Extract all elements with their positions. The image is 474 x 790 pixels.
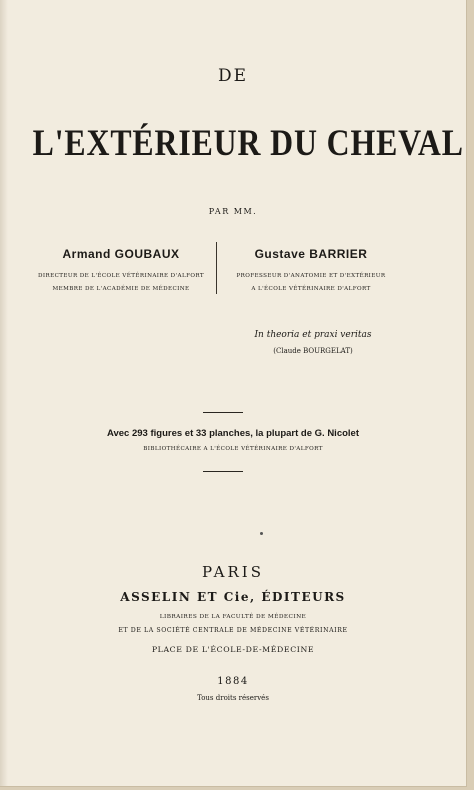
title-prefix: DE (217, 66, 249, 86)
author-role: A L'ÉCOLE VÉTÉRINAIRE D'ALFORT (251, 286, 371, 292)
rights-notice: Tous droits réservés (197, 694, 269, 702)
publication-city: PARIS (201, 563, 265, 581)
publication-year: 1884 (217, 676, 249, 687)
motto: In theoria et praxi veritas (254, 330, 372, 340)
book-title: L'EXTÉRIEUR DU CHEVAL (32, 123, 464, 164)
author-name: Armand GOUBAUX (62, 247, 180, 261)
ink-speck (260, 532, 263, 535)
author-role: MEMBRE DE L'ACADÉMIE DE MÉDECINE (52, 286, 190, 292)
illustrator-role: BIBLIOTHÉCAIRE A L'ÉCOLE VÉTÉRINAIRE D'ALFORT (143, 446, 323, 452)
author-name: Gustave BARRIER (254, 247, 368, 261)
publisher-description: ET DE LA SOCIÉTÉ CENTRALE DE MÉDECINE VÉTÉRINAIRE (118, 627, 348, 634)
spine-shadow (0, 0, 8, 786)
publisher-name: ASSELIN ET Cie, ÉDITEURS (120, 590, 346, 604)
author-divider (216, 242, 217, 294)
divider-rule (203, 412, 243, 413)
publisher-address: PLACE DE L'ÉCOLE-DE-MÉDECINE (151, 645, 315, 654)
author-role: PROFESSEUR D'ANATOMIE ET D'EXTÉRIEUR (236, 273, 386, 279)
divider-rule (203, 471, 243, 472)
motto-attribution: (Claude BOURGELAT) (273, 347, 353, 355)
publisher-description: LIBRAIRES DE LA FACULTÉ DE MÉDECINE (159, 614, 307, 620)
by-line: PAR MM. (208, 207, 258, 216)
figures-line: Avec 293 figures et 33 planches, la plupart de G. Nicolet (106, 428, 359, 439)
author-role: DIRECTEUR DE L'ÉCOLE VÉTÉRINAIRE D'ALFORT (38, 273, 204, 279)
